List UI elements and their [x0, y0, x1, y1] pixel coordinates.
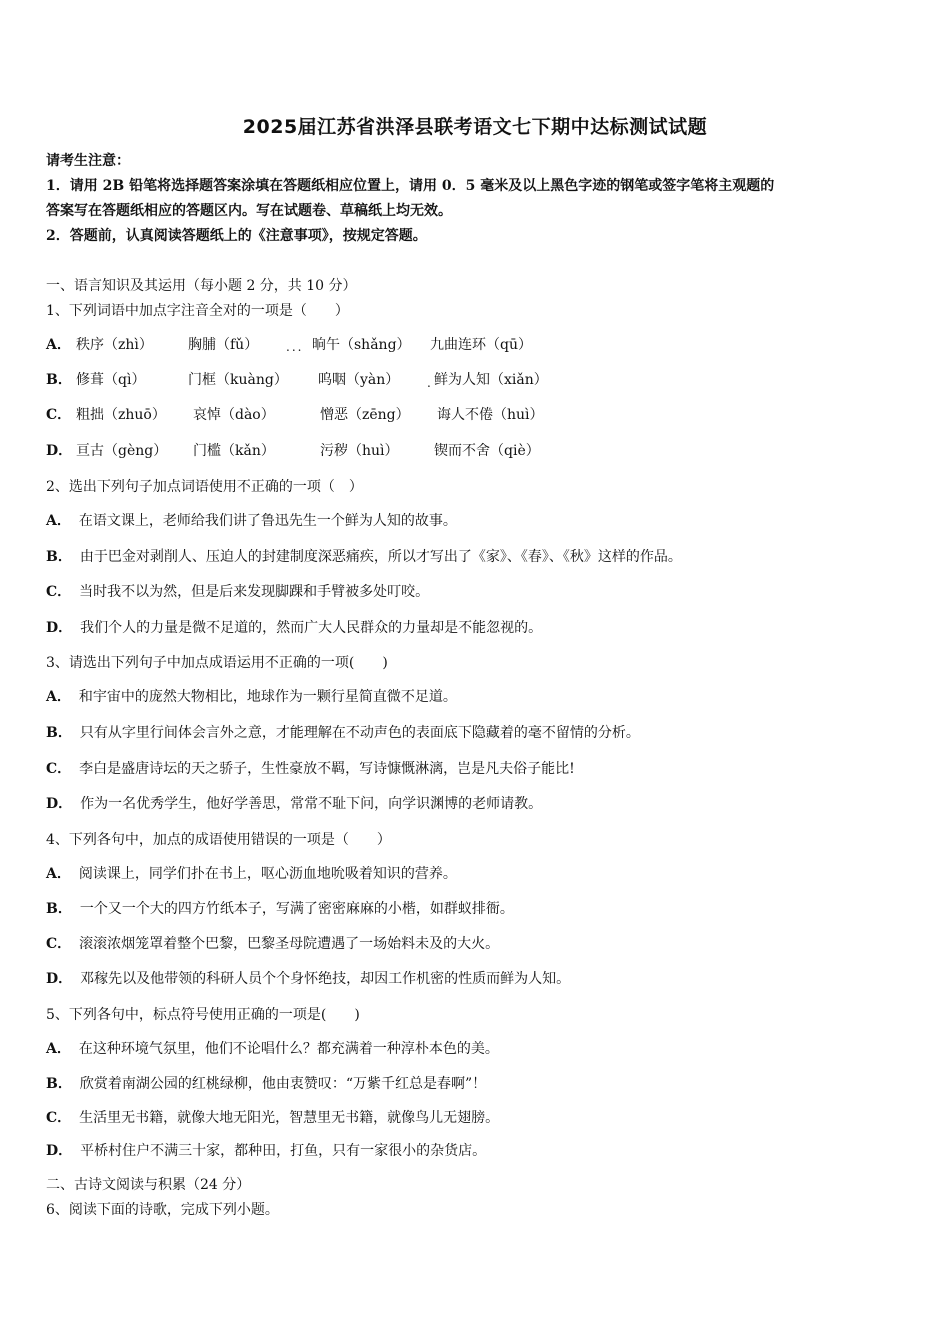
q4-option-b[interactable] [46, 899, 514, 919]
q1-d-item-1: 亘古（gèng） [76, 443, 168, 459]
option-text: 和宇宙中的庞然大物相比，地球作为一颗行星简直微不足道。 [78, 689, 457, 705]
q1-c-item-2: 哀悼（dào） [193, 407, 275, 423]
q1-b-item-2: 门框（kuàng） [188, 372, 288, 388]
section-1-heading: 一、语言知识及其运用（每小题 2 分，共 10 分） [46, 278, 357, 294]
q6-stem: 6、阅读下面的诗歌，完成下列小题。 [46, 1202, 279, 1218]
emphasis-dots: ... [286, 340, 304, 354]
option-text: 当时我不以为然，但是后来发现脚踝和手臂被多处叮咬。 [79, 584, 430, 600]
q1-c-item-3: 憎恶（zēng） [320, 407, 410, 423]
q1-c-item-4: 诲人不倦（huì） [437, 407, 544, 423]
option-text: 欣赏着南湖公园的红桃绿柳，他由衷赞叹：“万紫千红总是春啊”！ [79, 1076, 487, 1092]
q4-option-d[interactable] [46, 969, 570, 989]
q4-stem: 4、下列各句中，加点的成语使用错误的一项是（ ） [46, 832, 391, 848]
q1-option-b[interactable] [46, 370, 80, 390]
option-label: A． [46, 337, 71, 353]
emphasis-dot: . [427, 376, 433, 390]
option-label: B． [46, 1076, 72, 1092]
q2-stem: 2、选出下列句子加点词语使用不正确的一项（ ） [46, 479, 363, 495]
q4-option-a[interactable] [46, 864, 457, 884]
q3-option-d[interactable] [46, 794, 542, 814]
q1-b-item-3: 呜咽（yàn） [318, 372, 400, 388]
option-label: C． [46, 407, 72, 423]
option-label: C． [46, 584, 72, 600]
option-text: 阅读课上，同学们扑在书上，呕心沥血地吮吸着知识的营养。 [78, 866, 457, 882]
section-2-heading: 二、古诗文阅读与积累（24 分） [46, 1177, 251, 1193]
option-text: 由于巴金对剥削人、压迫人的封建制度深恶痛疾，所以才写出了《家》、《春》、《秋》这样的作品。 [79, 549, 682, 565]
option-text: 邓稼先以及他带领的科研人员个个身怀绝技，却因工作机密的性质而鲜为人知。 [80, 971, 571, 987]
option-text: 滚滚浓烟笼罩着整个巴黎，巴黎圣母院遭遇了一场始料未及的大火。 [79, 936, 500, 952]
q1-d-item-3: 污秽（huì） [320, 443, 399, 459]
option-text: 一个又一个大的四方竹纸本子，写满了密密麻麻的小楷，如群蚁排衙。 [79, 901, 514, 917]
notice-item-1-line-1: 1．请用 2B 铅笔将选择题答案涂填在答题纸相应位置上，请用 0．5 毫米及以上黑色字迹的钢笔或签字笔将主观题的 [46, 178, 775, 194]
option-label: C． [46, 761, 72, 777]
q1-a-item-3: 晌午（shǎng） [312, 337, 411, 353]
option-text: 我们个人的力量是微不足道的，然而广大人民群众的力量却是不能忽视的。 [80, 620, 543, 636]
q1-stem: 1、下列词语中加点字注音全对的一项是（ ） [46, 303, 349, 319]
q2-option-c[interactable] [46, 582, 429, 602]
q1-a-item-1: 秩序（zhì） [76, 337, 153, 353]
q1-d-item-4: 锲而不舍（qiè） [434, 443, 540, 459]
option-label: D． [46, 971, 73, 987]
q3-option-a[interactable] [46, 687, 457, 707]
option-label: A． [46, 866, 71, 882]
q1-a-item-2: 胸脯（fǔ） [188, 337, 259, 353]
option-label: B． [46, 372, 72, 388]
q1-b-item-4: 鲜为人知（xiǎn） [434, 372, 548, 388]
notice-item-2: 2．答题前，认真阅读答题纸上的《注意事项》，按规定答题。 [46, 228, 427, 244]
q5-stem: 5、下列各句中，标点符号使用正确的一项是( ) [46, 1007, 360, 1023]
q4-option-c[interactable] [46, 934, 499, 954]
option-text: 作为一名优秀学生，他好学善思，常常不耻下问，向学识渊博的老师请教。 [80, 796, 543, 812]
q1-option-c[interactable] [46, 405, 79, 425]
option-label: B． [46, 549, 72, 565]
q2-option-b[interactable] [46, 547, 682, 567]
q2-option-d[interactable] [46, 618, 542, 638]
q1-option-a[interactable] [46, 335, 79, 355]
q3-option-b[interactable] [46, 723, 640, 743]
option-label: B． [46, 725, 72, 741]
option-label: D． [46, 620, 73, 636]
option-label: D． [46, 443, 73, 459]
notice-item-1-line-2: 答案写在答题纸相应的答题区内。写在试题卷、草稿纸上均无效。 [46, 203, 452, 219]
option-label: C． [46, 936, 72, 952]
q1-d-item-2: 门槛（kǎn） [193, 443, 275, 459]
option-label: D． [46, 1143, 73, 1159]
q1-b-item-1: 修葺（qì） [76, 372, 146, 388]
option-text: 在这种环境气氛里，他们不论唱什么？都充满着一种淳朴本色的美。 [78, 1041, 499, 1057]
q5-option-d[interactable] [46, 1141, 486, 1161]
option-text: 李白是盛唐诗坛的天之骄子，生性豪放不羁，写诗慷慨淋漓，岂是凡夫俗子能比! [79, 761, 575, 777]
option-label: A． [46, 513, 71, 529]
page-title: 2025届江苏省洪泽县联考语文七下期中达标测试试题 [242, 116, 708, 138]
q5-option-b[interactable] [46, 1074, 486, 1094]
q5-option-c[interactable] [46, 1108, 499, 1128]
option-text: 平桥村住户不满三十家，都种田，打鱼，只有一家很小的杂货店。 [80, 1143, 487, 1159]
q5-option-a[interactable] [46, 1039, 499, 1059]
q3-option-c[interactable] [46, 759, 575, 779]
q1-a-item-4: 九曲连环（qū） [430, 337, 532, 353]
option-label: B． [46, 901, 72, 917]
q1-c-item-1: 粗拙（zhuō） [76, 407, 166, 423]
option-label: D． [46, 796, 73, 812]
option-text: 在语文课上，老师给我们讲了鲁迅先生一个鲜为人知的故事。 [78, 513, 457, 529]
option-label: C． [46, 1110, 72, 1126]
q3-stem: 3、请选出下列句子中加点成语运用不正确的一项( ) [46, 655, 388, 671]
q2-option-a[interactable] [46, 511, 457, 531]
option-text: 只有从字里行间体会言外之意，才能理解在不动声色的表面底下隐藏着的毫不留情的分析。 [79, 725, 640, 741]
notice-heading: 请考生注意： [46, 153, 130, 169]
option-text: 生活里无书籍，就像大地无阳光，智慧里无书籍，就像鸟儿无翅膀。 [79, 1110, 500, 1126]
option-label: A． [46, 689, 71, 705]
option-label: A． [46, 1041, 71, 1057]
